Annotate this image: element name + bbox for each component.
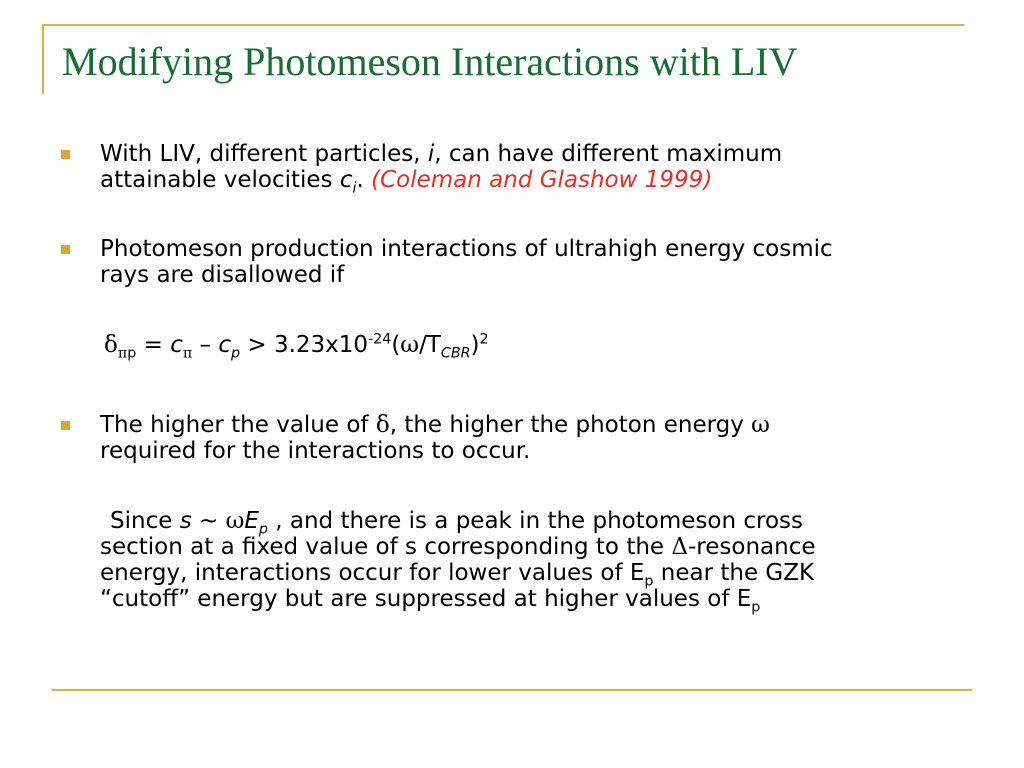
paragraph-line-1: Since s ~ $\omega E_p$ , and there is a peak in the photomeson cross [110, 508, 803, 538]
frame-left-rule [42, 24, 44, 94]
bullet-marker-1 [61, 150, 70, 159]
frame-top-rule [42, 24, 964, 26]
bullet-2-line-1: Photomeson production interactions of ultrahigh energy cosmic [100, 236, 833, 262]
paragraph-line-2: section at a fixed value of s corresponding to the Δ-resonance [100, 534, 816, 560]
bullet-1-line-1: With LIV, different particles, i, can have different maximum [100, 141, 783, 167]
bullet-marker-2 [61, 245, 70, 254]
bullet-marker-3 [61, 421, 70, 430]
bullet-3-line-1: The higher the value of δ, the higher the photon energy ω [100, 412, 770, 438]
bullet-2-text [100, 236, 833, 288]
equation: $\delta_{\pi p} = c_\pi - c_p > 3.23x10^{-24}(\omega/T_{CBR})^2$ [104, 331, 489, 362]
bullet-3-text [100, 412, 770, 464]
bullet-2-line-2: rays are disallowed if [100, 262, 345, 288]
explanation-paragraph [100, 508, 816, 616]
paragraph-line-3: energy, interactions occur for lower values of $E_p$ near the GZK [100, 560, 815, 590]
bullet-1-line-2: attainable velocities $c_i$. (Coleman and Glashow 1999) [100, 167, 713, 197]
bullet-3-line-2: required for the interactions to occur. [100, 438, 531, 464]
footer-rule [52, 689, 972, 691]
citation: (Coleman and Glashow 1999) [371, 167, 713, 193]
paragraph-line-4: “cutoff” energy but are suppressed at higher values of $E_p$ [100, 586, 761, 616]
bullet-1-text [100, 141, 783, 197]
slide-title: Modifying Photomeson Interactions with LIV [62, 39, 798, 84]
